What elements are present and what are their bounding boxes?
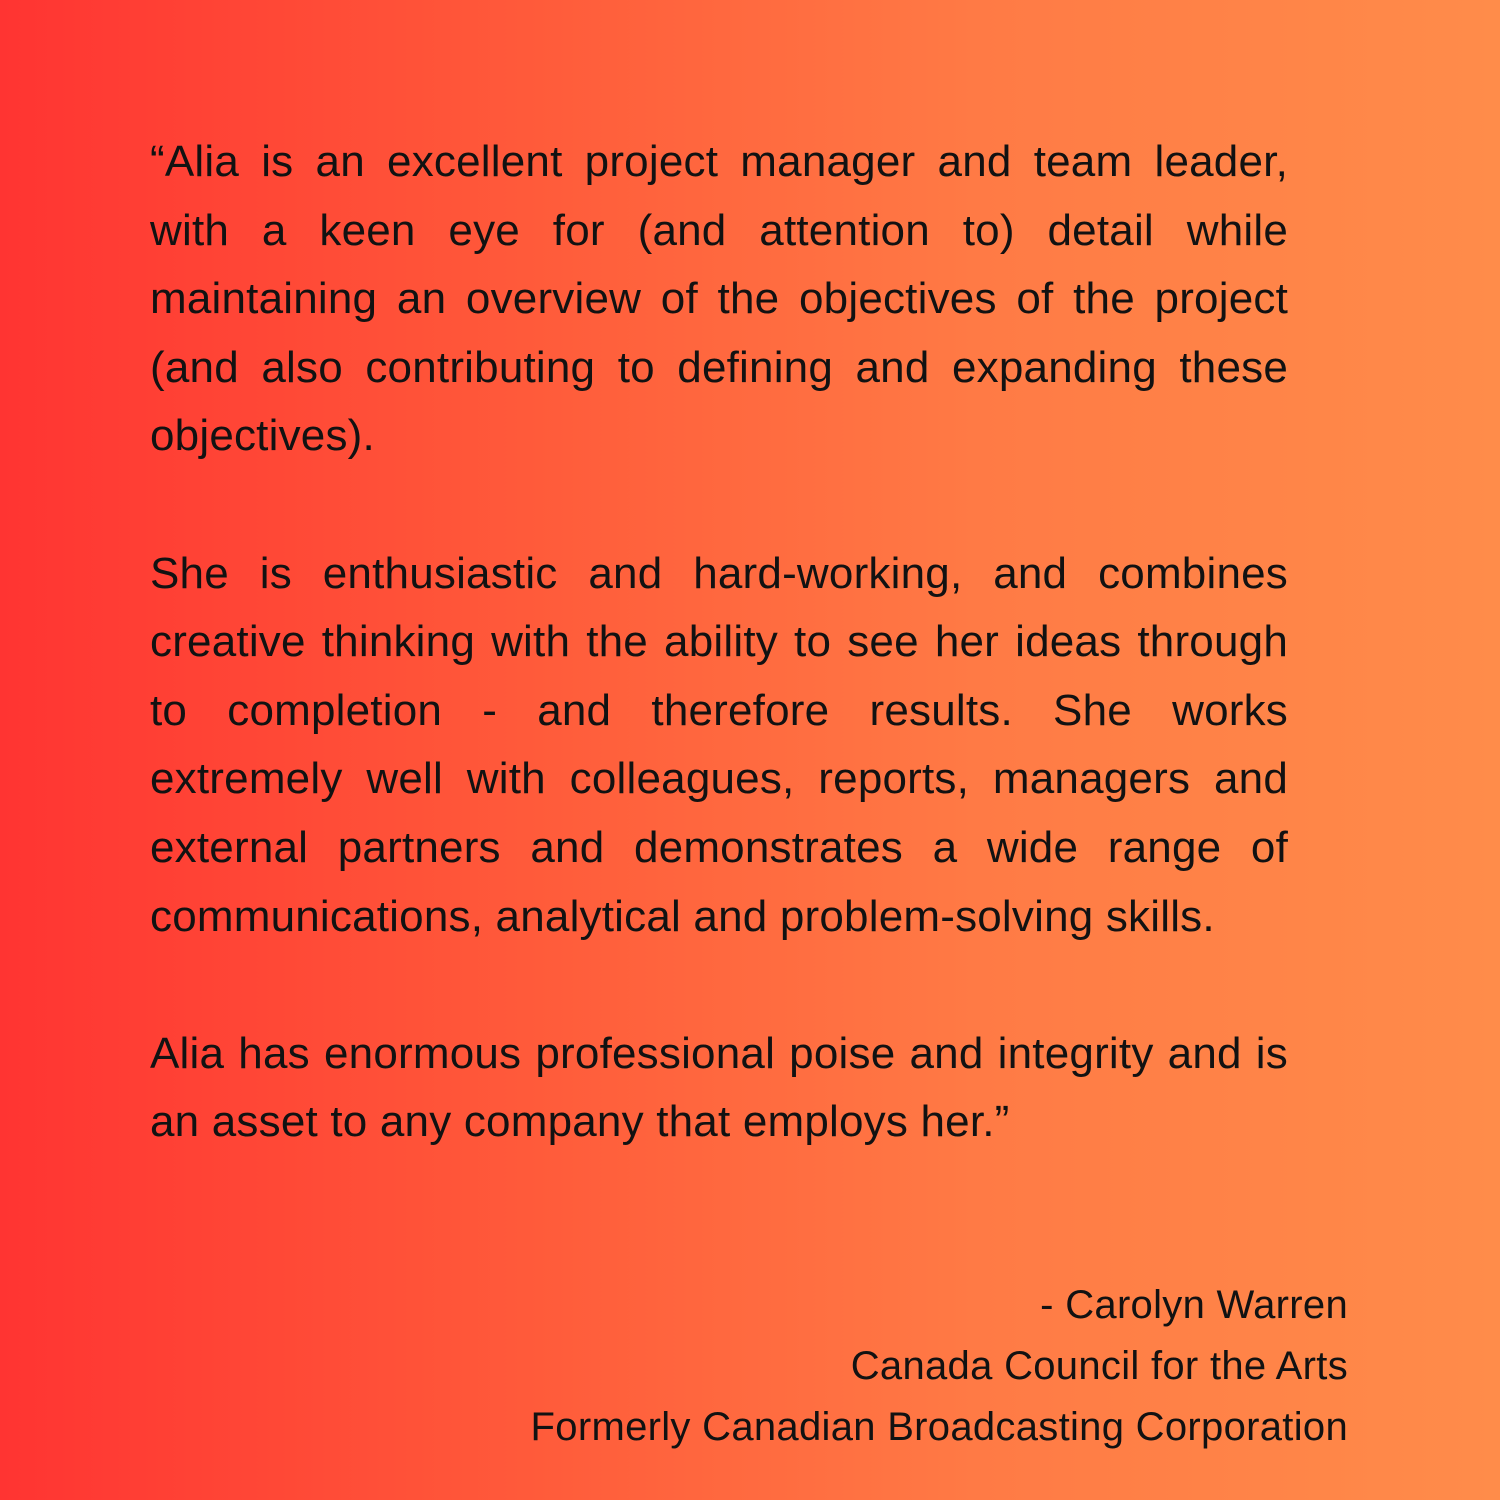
attribution-name: - Carolyn Warren bbox=[1040, 1283, 1348, 1327]
attribution-former-organization: Formerly Canadian Broadcasting Corporation bbox=[530, 1405, 1348, 1449]
quote-paragraph-1: “Alia is an excellent project manager and team leader, with a keen eye for (and attention to) detail while maintaining an overview of the objectives of the project (and also contributing to defining and expanding these objectives). bbox=[150, 137, 1288, 461]
testimonial-attribution bbox=[531, 1275, 1348, 1458]
quote-paragraph-3: Alia has enormous professional poise and integrity and is an asset to any company that employs her.” bbox=[150, 1028, 1288, 1147]
testimonial-quote bbox=[150, 128, 1288, 1157]
attribution-organization: Canada Council for the Arts bbox=[850, 1344, 1348, 1388]
quote-paragraph-2: She is enthusiastic and hard-working, and combines creative thinking with the ability to see her ideas through to completion - and therefore results. She works extremely well with colleagues, reports, managers and external partners and demonstrates a wide range of communications, analytical and problem-solving skills. bbox=[150, 548, 1288, 941]
